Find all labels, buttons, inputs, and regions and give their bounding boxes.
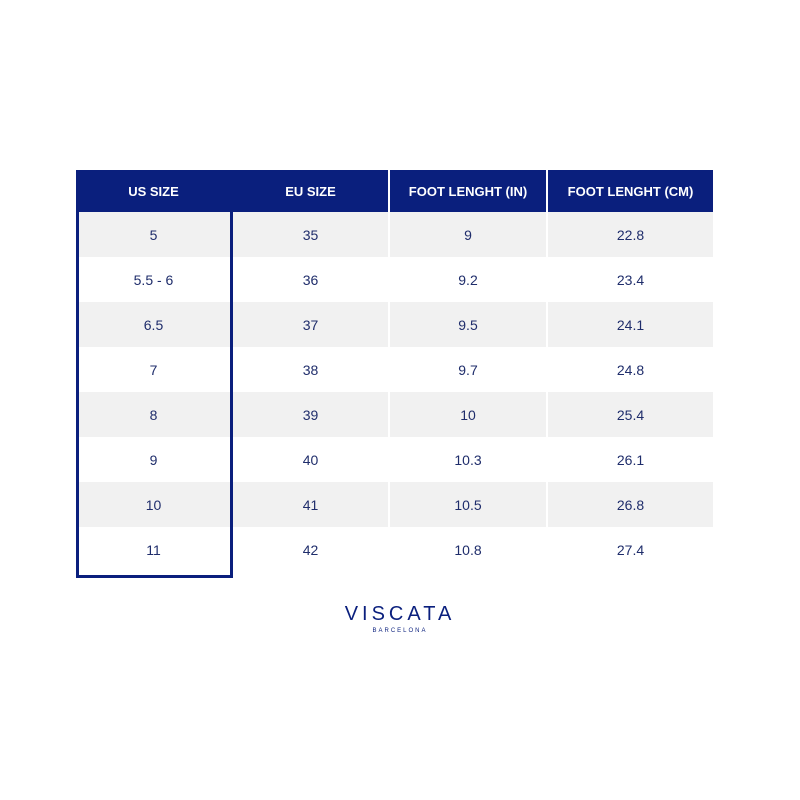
eu-size-cell: 38 <box>233 347 390 392</box>
foot-length-in-cell: 9.5 <box>390 302 548 347</box>
header-eu-size: EU SIZE <box>233 170 390 212</box>
table-row <box>76 482 713 527</box>
foot-length-in-cell: 10.5 <box>390 482 548 527</box>
brand-name: VISCATA <box>344 603 456 625</box>
us-size-cell: 8 <box>76 392 233 437</box>
foot-length-in-cell: 9.7 <box>390 347 548 392</box>
table-row <box>76 302 713 347</box>
eu-size-cell: 40 <box>233 437 390 482</box>
table-row <box>76 257 713 302</box>
us-size-cell: 9 <box>76 437 233 482</box>
table-row <box>76 527 713 572</box>
us-size-cell: 11 <box>76 527 233 572</box>
foot-length-cm-cell: 27.4 <box>548 527 713 572</box>
us-size-cell: 7 <box>76 347 233 392</box>
foot-length-cm-cell: 26.8 <box>548 482 713 527</box>
table-row <box>76 347 713 392</box>
foot-length-cm-cell: 22.8 <box>548 212 713 257</box>
foot-length-cm-cell: 24.1 <box>548 302 713 347</box>
header-us-size: US SIZE <box>76 170 233 212</box>
foot-length-cm-cell: 23.4 <box>548 257 713 302</box>
eu-size-cell: 39 <box>233 392 390 437</box>
foot-length-in-cell: 9.2 <box>390 257 548 302</box>
size-chart-table <box>76 170 713 572</box>
brand-subtitle: BARCELONA <box>372 628 428 634</box>
foot-length-in-cell: 10 <box>390 392 548 437</box>
us-size-cell: 6.5 <box>76 302 233 347</box>
foot-length-in-cell: 10.8 <box>390 527 548 572</box>
brand-logo <box>0 602 800 635</box>
us-size-cell: 5 <box>76 212 233 257</box>
table-row <box>76 212 713 257</box>
us-size-cell: 5.5 - 6 <box>76 257 233 302</box>
table-row <box>76 392 713 437</box>
eu-size-cell: 35 <box>233 212 390 257</box>
foot-length-cm-cell: 25.4 <box>548 392 713 437</box>
us-size-cell: 10 <box>76 482 233 527</box>
foot-length-in-cell: 9 <box>390 212 548 257</box>
table-row <box>76 437 713 482</box>
eu-size-cell: 37 <box>233 302 390 347</box>
eu-size-cell: 42 <box>233 527 390 572</box>
foot-length-in-cell: 10.3 <box>390 437 548 482</box>
header-foot-length-cm: FOOT LENGHT (CM) <box>548 170 713 212</box>
foot-length-cm-cell: 24.8 <box>548 347 713 392</box>
foot-length-cm-cell: 26.1 <box>548 437 713 482</box>
table-header-row <box>76 170 713 212</box>
header-foot-length-in: FOOT LENGHT (IN) <box>390 170 548 212</box>
eu-size-cell: 41 <box>233 482 390 527</box>
eu-size-cell: 36 <box>233 257 390 302</box>
